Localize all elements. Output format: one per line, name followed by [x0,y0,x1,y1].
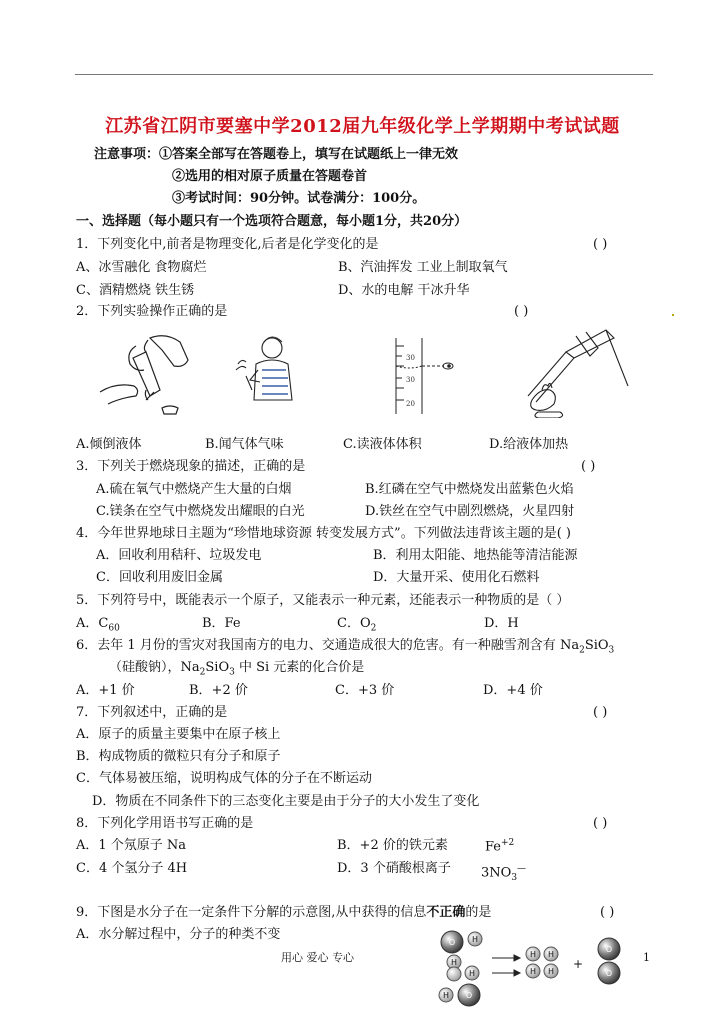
q3-answer-paren: ( ) [581,459,596,474]
atom-label-h: H [450,958,458,967]
q2-option-c: C.读液体体积 [343,437,422,452]
q4-option-b: B．利用太阳能、地热能等清洁能源 [373,548,578,563]
q5-stem: 5．下列符号中，既能表示一个原子，又能表示一种元素，还能表示一种物质的是（ ） [76,593,570,608]
header-rule [75,74,653,75]
q2-option-b: B.闻气体气味 [205,437,284,452]
q6-option-a: A．+1 价 [76,683,135,698]
atom-label-h: H [547,967,555,976]
q5-option-b: B．Fe [202,616,241,631]
page-footer-motto: 用心 爱心 专心 [281,951,354,964]
q6-stem-line2: （硅酸钠），$Na_2SiO_3$ 中 Si 元素的化合价是 [109,660,365,678]
q5-option-c: C．$O_2$ [337,616,377,634]
q2-stem: 2．下列实验操作正确的是 [76,304,228,319]
cylinder-mark-1: 30 [406,354,415,362]
q7-answer-paren: ( ) [593,705,608,720]
q2-option-d: D.给液体加热 [489,437,569,452]
q6-stem-line1: 6．去年 1 月份的雪灾对我国南方的电力、交通造成很大的危害。有一种融雪剂含有 $Na_2SiO_3$ [76,638,615,656]
q7-stem: 7．下列叙述中，正确的是 [76,705,228,720]
atom-label-o: O [465,991,473,1000]
notes-line-2: ②选用的相对原子质量在答题卷首 [172,169,368,184]
q1-answer-paren: ( ) [593,237,608,252]
q9-answer-paren: ( ) [600,905,615,920]
q4-stem: 4．今年世界地球日主题为“珍惜地球资源 转变发展方式”。下列做法违背该主题的是( ) [76,526,571,541]
notes-line-3: ③考试时间：90分钟。试卷满分：100分。 [172,191,426,206]
q4-option-c: C．回收利用废旧金属 [96,570,223,585]
atom-label-h: H [547,950,555,959]
q7-option-d: D．物质在不同条件下的三态变化主要是由于分子的大小发生了变化 [92,794,480,809]
q1-option-a: A、冰雪融化 食物腐烂 [76,260,207,275]
stray-dot [672,314,674,316]
q7-option-c: C．气体易被压缩，说明构成气体的分子在不断运动 [76,771,372,786]
q1-option-d: D、水的电解 干冰升华 [338,283,470,298]
section-heading: 一、选择题（每小题只有一个选项符合题意，每小题1分，共20分） [76,214,468,229]
q3-option-d: D.铁丝在空气中剧烈燃烧，火星四射 [365,504,575,519]
atom-label-h: H [468,969,476,978]
q3-option-a: A.硫在氧气中燃烧产生大量的白烟 [96,482,292,497]
hydrogen-atom [447,967,461,981]
atom-label-o: O [605,945,613,954]
q6-option-b: B．+2 价 [189,683,248,698]
q8-stem: 8．下列化学用语书写正确的是 [76,816,254,831]
q1-stem: 1．下列变化中,前者是物理变化,后者是化学变化的是 [76,237,379,252]
q8-option-d-symbol: $3NO_3^—$ [481,864,527,883]
reading-volume-illustration [388,336,464,416]
q6-option-d: D．+4 价 [483,683,543,698]
atom-label-o: O [448,938,456,947]
atom-label-h: H [529,950,537,959]
q7-option-b: B．构成物质的微粒只有分子和原子 [76,749,281,764]
cylinder-mark-2: 30 [406,376,415,384]
pouring-liquid-illustration [88,330,198,420]
q3-option-b: B.红磷在空气中燃烧发出蓝紫色火焰 [365,482,574,497]
atom-label-o: O [605,969,613,978]
q5-option-a: A．$C_{60}$ [76,616,120,634]
atom-label-h: H [471,935,479,944]
plus-sign: + [572,957,584,971]
atom-label-h: H [442,991,450,1000]
q3-option-c: C.镁条在空气中燃烧发出耀眼的白光 [96,504,305,519]
page-number: 1 [643,951,650,964]
q1-option-c: C、酒精燃烧 铁生锈 [76,283,195,298]
q9-stem: 9．下图是水分子在一定条件下分解的示意图,从中获得的信息不正确的是 [76,905,492,920]
q4-option-a: A．回收利用秸秆、垃圾发电 [96,548,262,563]
q5-option-d: D．H [484,616,519,631]
q8-answer-paren: ( ) [593,816,608,831]
q2-option-a: A.倾倒液体 [76,437,142,452]
q8-option-b: B．+2 价的铁元素 [337,838,448,853]
q8-option-d: D．3 个硝酸根离子 [337,861,451,876]
q8-option-c: C．4 个氢分子 4H [76,861,188,876]
q1-option-b: B、汽油挥发 工业上制取氧气 [338,260,508,275]
smelling-gas-illustration [232,334,312,406]
water-decomposition-diagram [432,928,636,1008]
q2-answer-paren: ( ) [514,304,529,319]
q8-option-a: A．1 个氖原子 Na [76,838,187,853]
q3-stem: 3．下列关于燃烧现象的描述，正确的是 [76,459,306,474]
q8-option-b-symbol: $Fe^{+2}$ [485,838,515,855]
heating-liquid-illustration [518,326,636,418]
atom-label-h: H [529,967,537,976]
q6-option-c: C．+3 价 [335,683,395,698]
cylinder-mark-3: 20 [406,400,415,408]
q7-option-a: A．原子的质量主要集中在原子核上 [76,727,281,742]
q9-option-a: A．水分解过程中，分子的种类不变 [76,927,281,942]
notes-line-1: 注意事项：①答案全部写在答题卷上，填写在试题纸上一律无效 [94,147,459,162]
page-title: 江苏省江阴市要塞中学2012届九年级化学上学期期中考试试题 [105,116,620,137]
q4-option-d: D．大量开采、使用化石燃料 [373,570,540,585]
